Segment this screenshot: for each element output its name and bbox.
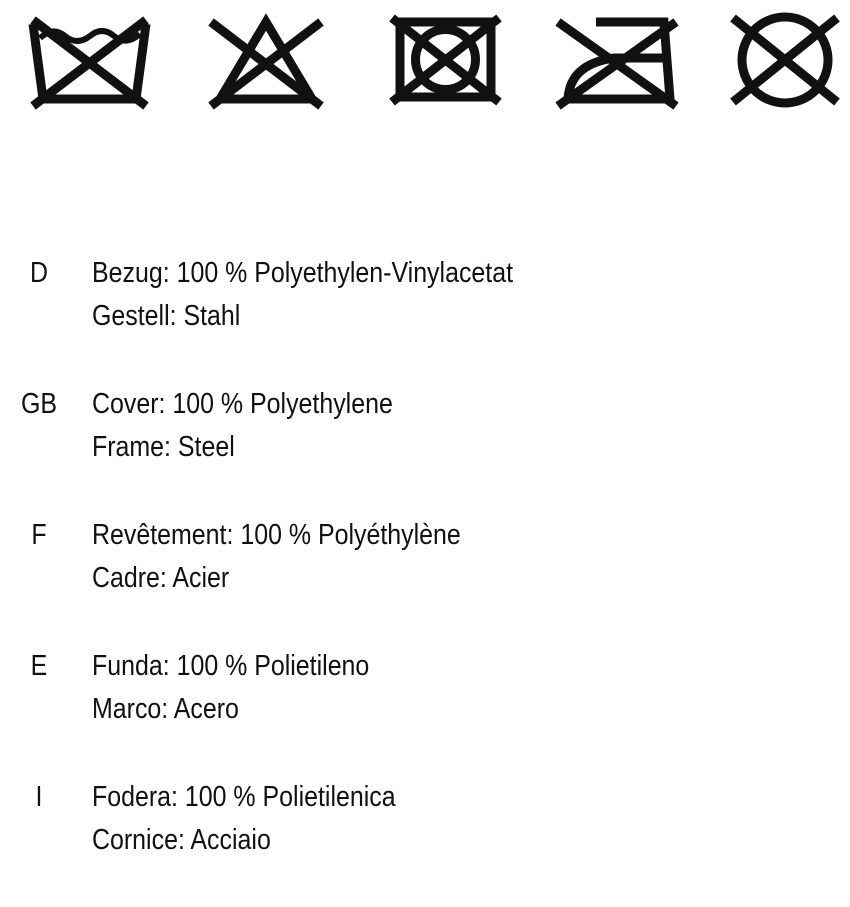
material-lines — [92, 645, 414, 731]
material-entry-gb — [0, 383, 850, 514]
do-not-iron-icon — [558, 22, 676, 106]
care-symbols-svg — [0, 0, 850, 120]
cover-material: Funda: 100 % Polietileno — [92, 650, 370, 682]
do-not-bleach-icon — [211, 22, 321, 106]
material-lines — [92, 252, 582, 338]
frame-material: Cornice: Acciaio — [92, 824, 271, 856]
material-entry-f — [0, 514, 850, 645]
frame-material: Cadre: Acier — [92, 562, 230, 594]
frame-material: Marco: Acero — [92, 693, 239, 725]
material-entry-i — [0, 776, 850, 907]
cover-material: Fodera: 100 % Polietilenica — [92, 781, 396, 813]
cover-material: Bezug: 100 % Polyethylen-Vinylacetat — [92, 257, 514, 289]
do-not-wash-icon — [33, 20, 146, 106]
material-lines — [92, 383, 442, 469]
country-code: D — [29, 257, 49, 289]
frame-material: Gestell: Stahl — [92, 300, 241, 332]
frame-material: Frame: Steel — [92, 431, 235, 463]
material-composition-list — [0, 252, 850, 907]
country-code: E — [30, 650, 48, 682]
material-lines — [92, 776, 445, 862]
country-code: F — [31, 519, 47, 551]
country-code: I — [35, 781, 43, 813]
do-not-tumble-dry-icon — [392, 18, 499, 102]
cover-material: Cover: 100 % Polyethylene — [92, 388, 393, 420]
do-not-dry-clean-icon — [733, 17, 837, 103]
care-symbols-row — [0, 0, 850, 120]
cover-material: Revêtement: 100 % Polyéthylène — [92, 519, 461, 551]
country-code: GB — [20, 388, 58, 420]
material-entry-e — [0, 645, 850, 776]
material-entry-d — [0, 252, 850, 383]
material-lines — [92, 514, 521, 600]
